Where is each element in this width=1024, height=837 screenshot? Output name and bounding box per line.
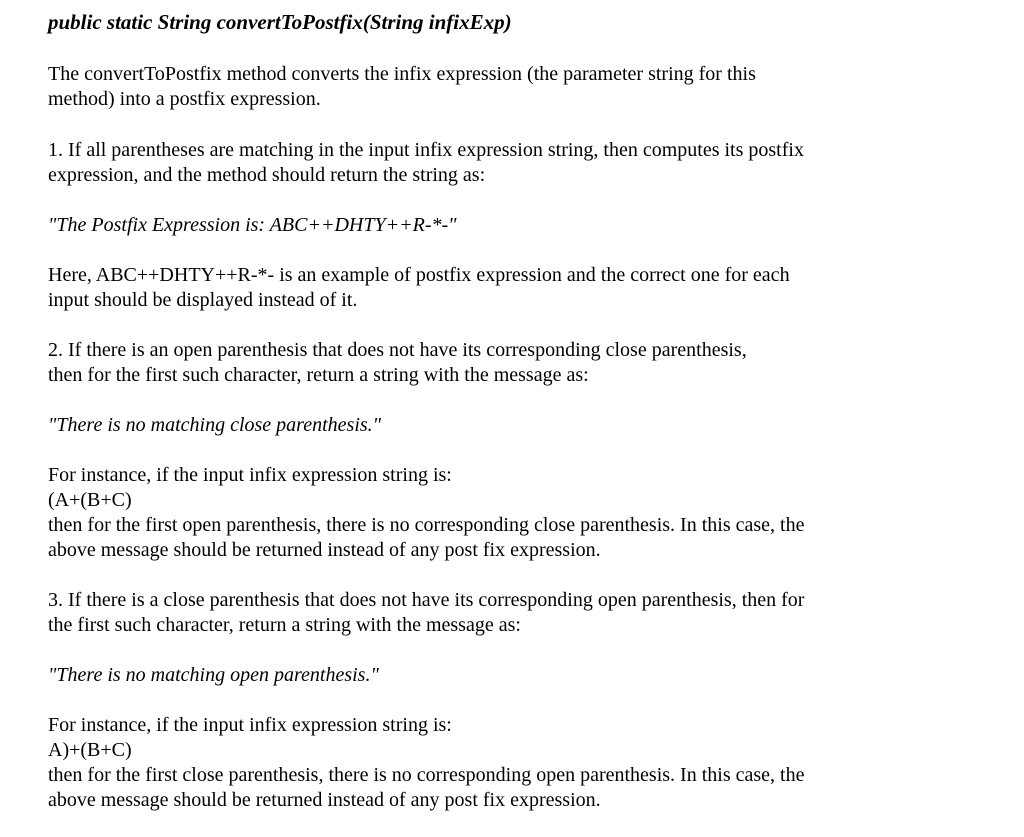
rule1-explanation-line-2: input should be displayed instead of it. (48, 289, 358, 311)
rule1-message: "The Postfix Expression is: ABC++DHTY++R-*-" (48, 214, 457, 236)
rule3-example-line-1: For instance, if the input infix expression string is: (48, 714, 452, 736)
rule2-example-line-1: For instance, if the input infix expression string is: (48, 464, 452, 486)
method-signature-heading: public static String convertToPostfix(String infixExp) (48, 10, 512, 34)
intro-line-2: method) into a postfix expression. (48, 88, 321, 110)
intro-line-1: The convertToPostfix method converts the infix expression (the parameter string for this (48, 63, 756, 85)
rule1-explanation-line-1: Here, ABC++DHTY++R-*- is an example of postfix expression and the correct one for each (48, 264, 790, 286)
rule3-line-2: the first such character, return a string with the message as: (48, 614, 521, 636)
rule3-line-1: 3. If there is a close parenthesis that does not have its corresponding open parenthesis, then for (48, 589, 805, 611)
rule2-message: "There is no matching close parenthesis." (48, 414, 382, 436)
rule2-example-line-3: then for the first open parenthesis, there is no corresponding close parenthesis. In this case, the (48, 514, 805, 536)
rule2-example-line-4: above message should be returned instead of any post fix expression. (48, 539, 601, 561)
rule1-line-2: expression, and the method should return the string as: (48, 164, 486, 186)
rule1-line-1: 1. If all parentheses are matching in the input infix expression string, then computes its postfix (48, 139, 804, 161)
rule3-message: "There is no matching open parenthesis." (48, 664, 379, 686)
rule3-example-line-3: then for the first close parenthesis, there is no corresponding open parenthesis. In this case, the (48, 764, 805, 786)
rule2-example-expression: (A+(B+C) (48, 489, 132, 511)
rule3-example-expression: A)+(B+C) (48, 739, 132, 761)
rule2-line-2: then for the first such character, return a string with the message as: (48, 364, 589, 386)
rule3-example-line-4: above message should be returned instead of any post fix expression. (48, 789, 601, 811)
rule2-line-1: 2. If there is an open parenthesis that does not have its corresponding close parenthesis, (48, 339, 747, 361)
